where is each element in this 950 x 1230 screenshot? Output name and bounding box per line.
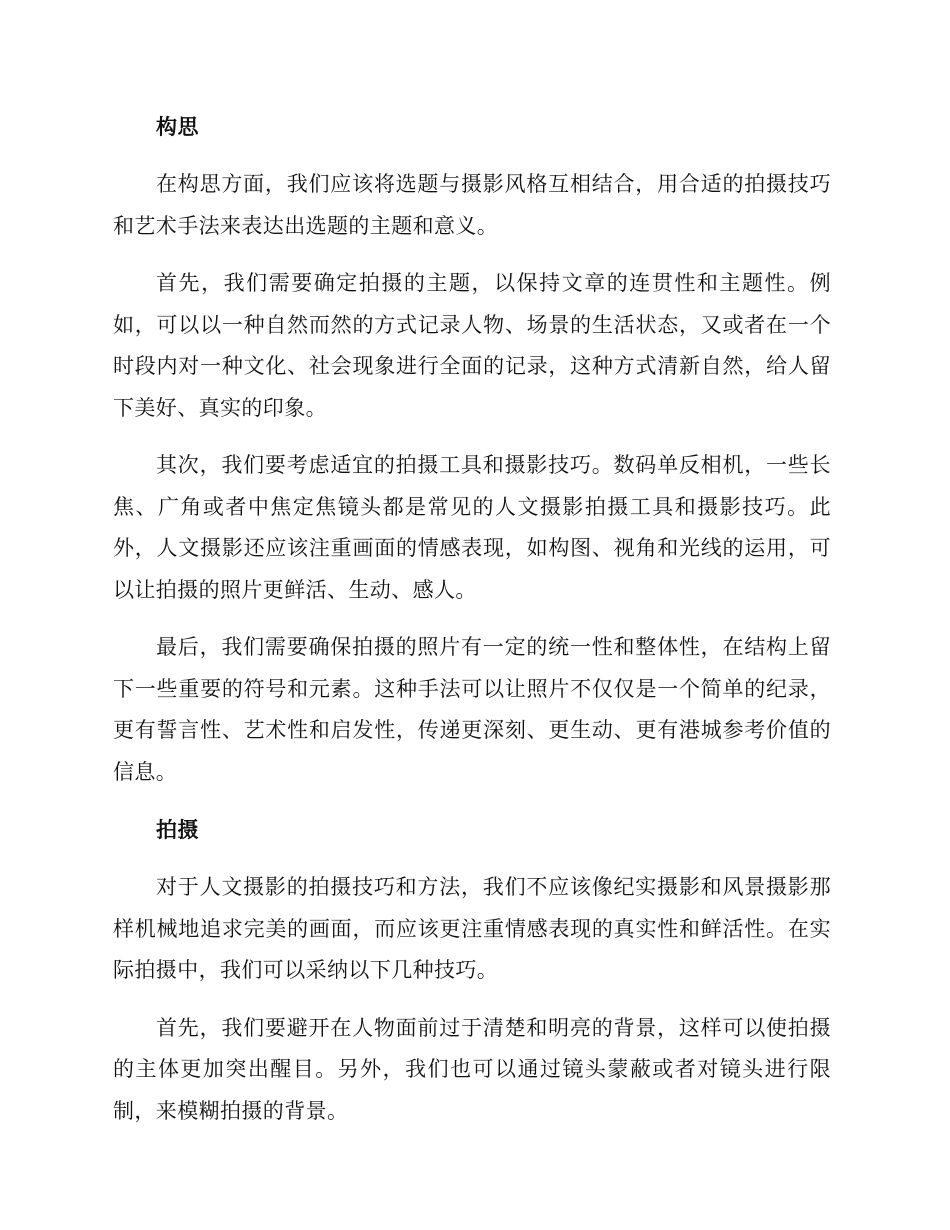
paragraph: 首先，我们要避开在人物面前过于清楚和明亮的背景，这样可以使拍摄的主体更加突出醒目。另外，我们也可以通过镜头蒙蔽或者对镜头进行限制，来模糊拍摄的背景。	[113, 1015, 831, 1123]
paragraph: 最后，我们需要确保拍摄的照片有一定的统一性和整体性，在结构上留下一些重要的符号和元素。这种手法可以让照片不仅仅是一个简单的纪录，更有誓言性、艺术性和启发性，传递更深刻、更生动、更有港城参考价值的信息。	[113, 635, 831, 784]
paragraph: 首先，我们需要确定拍摄的主题，以保持文章的连贯性和主题性。例如，可以以一种自然而然的方式记录人物、场景的生活状态，又或者在一个时段内对一种文化、社会现象进行全面的记录，这种方式清新自然，给人留下美好、真实的印象。	[113, 271, 831, 420]
paragraph: 在构思方面，我们应该将选题与摄影风格互相结合，用合适的拍摄技巧和艺术手法来表达出选题的主题和意义。	[113, 172, 831, 238]
paragraph: 其次，我们要考虑适宜的拍摄工具和摄影技巧。数码单反相机，一些长焦、广角或者中焦定焦镜头都是常见的人文摄影拍摄工具和摄影技巧。此外，人文摄影还应该注重画面的情感表现，如构图、视角和光线的运用，可以让拍摄的照片更鲜活、生动、感人。	[113, 453, 831, 602]
paragraph: 对于人文摄影的拍摄技巧和方法，我们不应该像纪实摄影和风景摄影那样机械地追求完美的画面，而应该更注重情感表现的真实性和鲜活性。在实际拍摄中，我们可以采纳以下几种技巧。	[113, 875, 831, 982]
section-heading-concept: 构思	[156, 114, 199, 139]
document-body	[113, 106, 831, 1148]
section-heading-shooting: 拍摄	[156, 817, 199, 842]
